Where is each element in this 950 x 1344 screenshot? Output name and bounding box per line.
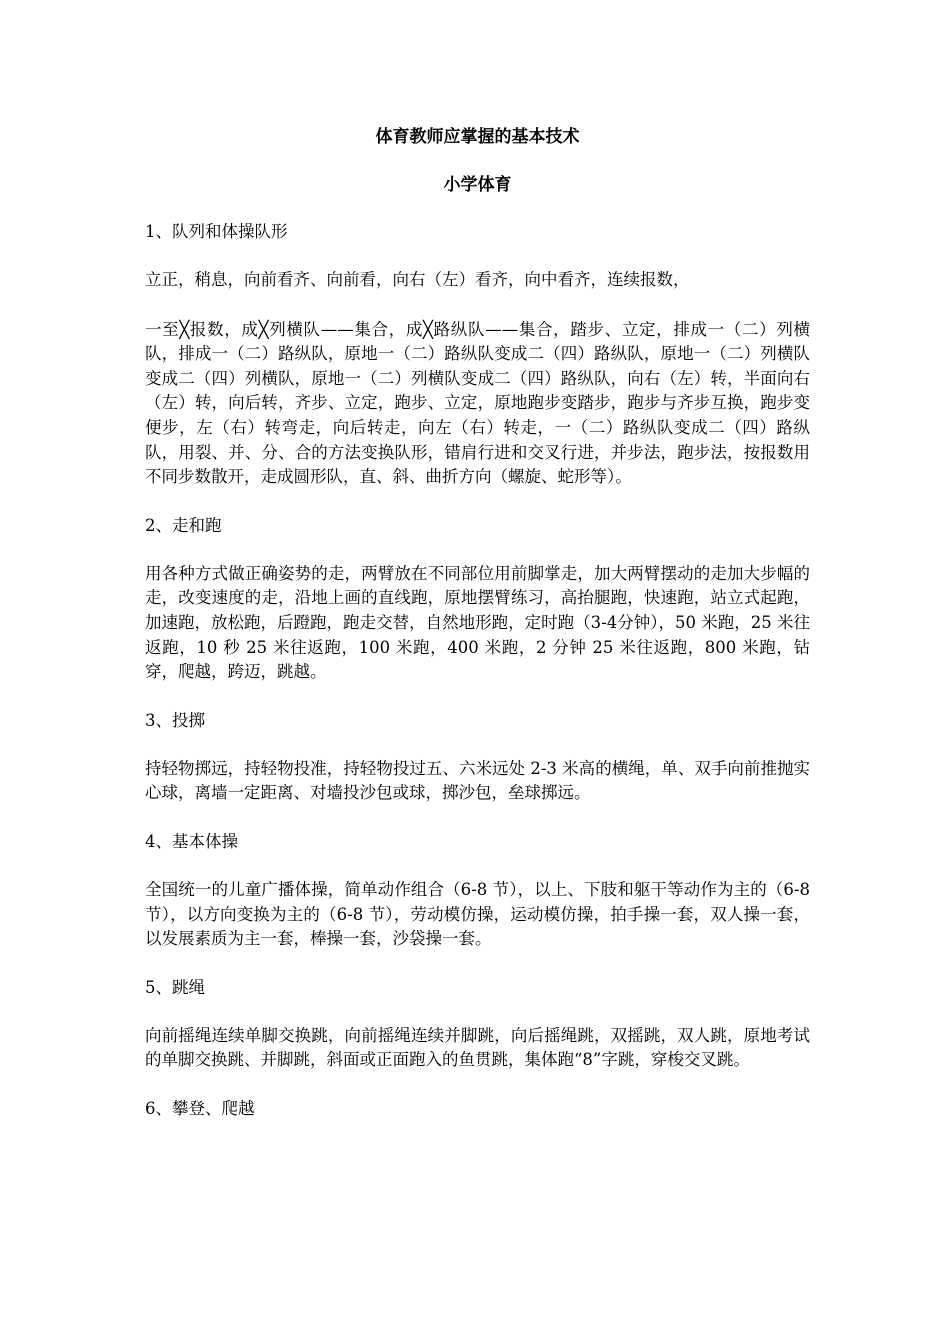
section-heading-2: 2、走和跑	[145, 515, 222, 535]
section-5-paragraph-1: 向前摇绳连续单脚交换跳，向前摇绳连续并脚跳，向后摇绳跳，双摇跳，双人跳，原地考试的单脚交换跳、并脚跳，斜面或正面跑入的鱼贯跳，集体跑“8”字跳，穿梭交叉跳。	[145, 1025, 810, 1070]
section-heading-5: 5、跳绳	[145, 977, 205, 997]
document-body	[145, 126, 810, 1120]
section-1-paragraph-2: 一至╳报数，成╳列横队——集合，成╳路纵队——集合，踏步、立定，排成一（二）列横队，排成一（二）路纵队，原地一（二）路纵队变成二（四）路纵队，原地一（二）列横队变成二（四）列横队，原地一（二）列横队变成二（四）路纵队，向右（左）转，半面向右（左）转，向后转，齐步、立定，跑步、立定，原地跑步变踏步，跑步与齐步互换，跑步变便步，左（右）转弯走，向后转走，向左（右）转走，一（二）路纵队变成二（四）路纵队，用裂、并、分、合的方法变换队形，错肩行进和交叉行进，并步法，跑步法，按报数用不同步数散开，走成圆形队，直、斜、曲折方向（螺旋、蛇形等）。	[145, 319, 810, 487]
section-3-paragraph-1: 持轻物掷远，持轻物投准，持轻物投过五、六米远处 2-3 米高的横绳，单、双手向前推抛实心球，离墙一定距离、对墙投沙包或球，掷沙包，垒球掷远。	[145, 758, 810, 803]
section-heading-6: 6、攀登、爬越	[145, 1098, 255, 1118]
section-heading-1: 1、队列和体操队形	[145, 222, 288, 241]
document-subtitle: 小学体育	[443, 175, 512, 195]
section-1-paragraph-1: 立正，稍息，向前看齐、向前看，向右（左）看齐，向中看齐，连续报数，	[145, 270, 690, 289]
document-title: 体育教师应掌握的基本技术	[375, 127, 580, 147]
section-2-paragraph-1: 用各种方式做正确姿势的走，两臂放在不同部位用前脚掌走，加大两臂摆动的走加大步幅的走，改变速度的走，沿地上画的直线跑，原地摆臂练习，高抬腿跑，快速跑，站立式起跑，加速跑，放松跑，后蹬跑，跑走交替，自然地形跑，定时跑（3-4分钟），50 米跑，25 米往返跑，10 秒 25 米往返跑，100 米跑，400 米跑，2 分钟 25 米往返跑，800 米跑，钻穿，爬越，跨迈，跳越。	[145, 563, 810, 682]
section-4-paragraph-1: 全国统一的儿童广播体操，简单动作组合（6-8 节），以上、下肢和躯干等动作为主的（6-8 节），以方向变换为主的（6-8 节），劳动模仿操，运动模仿操，拍手操一套，双人操一套，以发展素质为主一套，棒操一套，沙袋操一套。	[145, 879, 810, 949]
section-heading-3: 3、投掷	[145, 710, 205, 730]
section-heading-4: 4、基本体操	[145, 831, 238, 851]
